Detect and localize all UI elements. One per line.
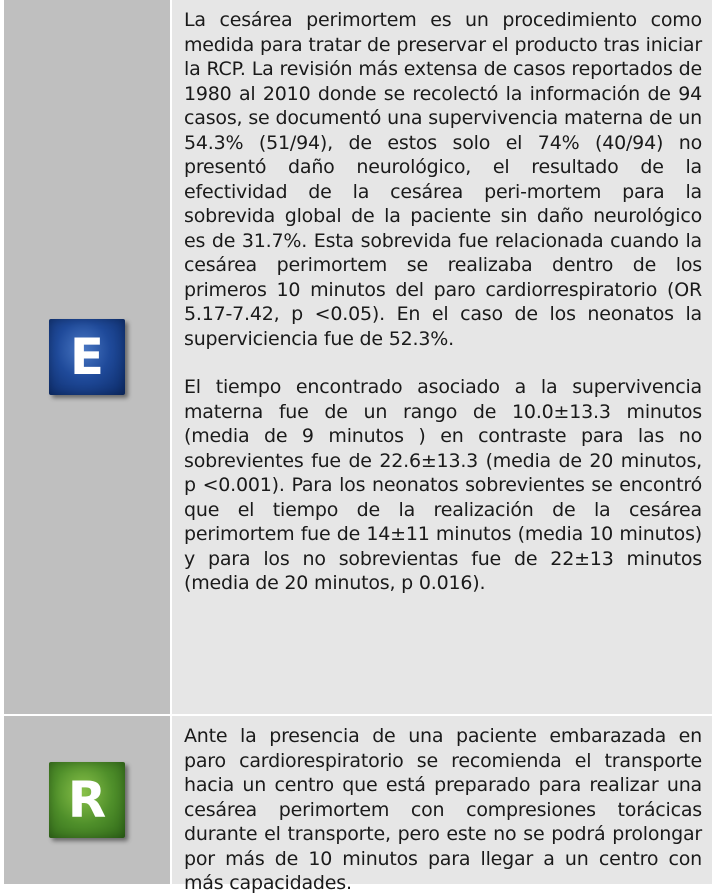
recommendation-row [4,716,712,894]
evidence-text-cell [172,0,712,714]
recommendation-level-cell [4,716,172,884]
recommendation-text-cell [172,716,712,894]
evidence-recommendation-table [4,0,712,894]
evidence-row [4,0,712,716]
evidence-level-cell [4,0,172,714]
recommendation-badge-icon: R [49,762,125,838]
evidence-badge-icon: E [49,319,125,395]
recommendation-paragraph: Ante la presencia de una paciente embarazada en paro cardiorespiratorio se recomienda el transporte hacia un centro que está preparado para realizar una cesárea perimortem con compresiones torácicas durante el transporte, pero este no se podrá prolongar por más de 10 minutos para llegar a un centro con más capacidades. [184,725,702,894]
evidence-paragraph: La cesárea perimortem es un procedimiento como medida para tratar de preservar el producto tras iniciar la RCP. La revisión más extensa de casos reportados de 1980 al 2010 donde se recolectó la información de 94 casos, se documentó una supervivencia materna de un 54.3% (51/94), de estos solo el 74% (40/94) no presentó daño neurológico, el resultado de la efectividad de la cesárea peri-mortem para la sobrevida global de la paciente sin daño neurológico es de 31.7%. Esta sobrevida fue relacionada cuando la cesárea perimortem se realizaba dentro de los primeros 10 minutos del paro cardiorrespiratorio (OR 5.17-7.42, p <0.05). En el caso de los neonatos la superviciencia fue de 52.3%. [184,9,702,350]
evidence-paragraph: El tiempo encontrado asociado a la supervivencia materna fue de un rango de 10.0±13.3 minutos (media de 9 minutos ) en contraste para las no sobrevientes fue de 22.6±13.3 (media de 20 minutos, p <0.001). Para los neonatos sobrevientes se encontró que el tiempo de la realización de la cesárea perimortem fue de 14±11 minutos (media 10 minutos) y para los no sobrevientas fue de 22±13 minutos (media de 20 minutos, p 0.016). [184,376,702,594]
